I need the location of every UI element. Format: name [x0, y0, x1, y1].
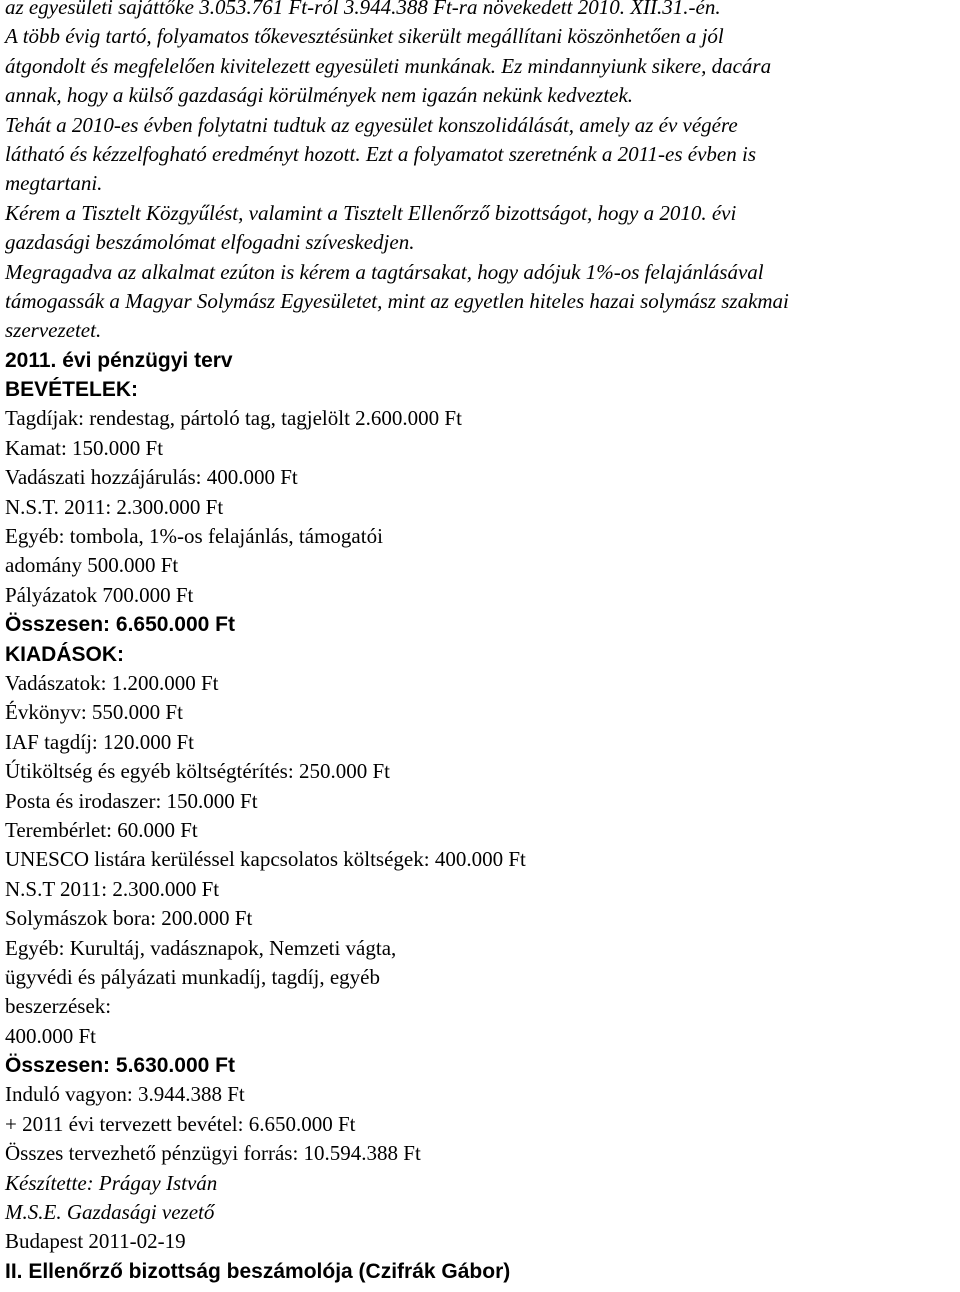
place-date: Budapest 2011-02-19: [5, 1229, 186, 1254]
expense-item: Vadászatok: 1.200.000 Ft: [5, 670, 219, 695]
intro-line: A több évig tartó, folyamatos tőkevesztésünket sikerült megállítani köszönhetően a jól: [5, 24, 724, 49]
income-item: Vadászati hozzájárulás: 400.000 Ft: [5, 465, 298, 490]
expense-item: IAF tagdíj: 120.000 Ft: [5, 729, 195, 754]
summary-line: Induló vagyon: 3.944.388 Ft: [5, 1082, 245, 1107]
intro-line: szervezetet.: [5, 318, 102, 343]
income-item: Kamat: 150.000 Ft: [5, 435, 164, 460]
income-heading: BEVÉTELEK:: [5, 378, 139, 402]
income-item: Egyéb: tombola, 1%-os felajánlás, támogatói: [5, 524, 383, 549]
next-section-title: II. Ellenőrző bizottság beszámolója (Czifrák Gábor): [5, 1259, 511, 1283]
intro-line: látható és kézzelfogható eredményt hozott. Ezt a folyamatot szeretnénk a 2011-es évben is: [5, 141, 756, 166]
expense-item: UNESCO listára kerüléssel kapcsolatos költségek: 400.000 Ft: [5, 847, 526, 872]
expenses-heading: KIADÁSOK:: [5, 642, 124, 666]
signer-role: M.S.E. Gazdasági vezető: [5, 1200, 215, 1225]
income-item: Tagdíjak: rendestag, pártoló tag, tagjelölt 2.600.000 Ft: [5, 406, 462, 431]
income-item: N.S.T. 2011: 2.300.000 Ft: [5, 494, 224, 519]
expense-item: Solymászok bora: 200.000 Ft: [5, 906, 253, 931]
expense-item: Posta és irodaszer: 150.000 Ft: [5, 788, 258, 813]
document-page: [5, 0, 957, 1286]
expense-item: 400.000 Ft: [5, 1023, 97, 1048]
income-item: adomány 500.000 Ft: [5, 553, 179, 578]
summary-line: + 2011 évi tervezett bevétel: 6.650.000 Ft: [5, 1111, 356, 1136]
intro-line: az egyesületi sajáttőke 3.053.761 Ft-ról 3.944.388 Ft-ra növekedett 2010. XII.31.-én.: [5, 0, 721, 19]
intro-line: megtartani.: [5, 171, 103, 196]
expense-item: Terembérlet: 60.000 Ft: [5, 817, 198, 842]
expense-item: Útiköltség és egyéb költségtérítés: 250.000 Ft: [5, 759, 390, 784]
prepared-by: Készítette: Prágay István: [5, 1170, 218, 1195]
intro-line: Tehát a 2010-es évben folytatni tudtuk az egyesület konszolidálását, amely az év végére: [5, 112, 738, 137]
intro-line: átgondolt és megfelelően kivitelezett egyesületi munkának. Ez mindannyiunk sikere, dacára: [5, 53, 772, 78]
plan-title: 2011. évi pénzügyi terv: [5, 348, 233, 372]
expense-item: beszerzések:: [5, 994, 112, 1019]
intro-line: Megragadva az alkalmat ezúton is kérem a tagtársakat, hogy adójuk 1%-os felajánlásával: [5, 259, 764, 284]
intro-line: támogassák a Magyar Solymász Egyesületet, mint az egyetlen hiteles hazai solymász szakmai: [5, 288, 789, 313]
income-total: Összesen: 6.650.000 Ft: [5, 613, 235, 637]
expense-item: N.S.T 2011: 2.300.000 Ft: [5, 876, 220, 901]
income-item: Pályázatok 700.000 Ft: [5, 582, 194, 607]
intro-line: annak, hogy a külső gazdasági körülmények nem igazán nekünk kedveztek.: [5, 83, 634, 108]
expense-item: ügyvédi és pályázati munkadíj, tagdíj, egyéb: [5, 964, 380, 989]
expenses-total: Összesen: 5.630.000 Ft: [5, 1054, 235, 1078]
expense-item: Egyéb: Kurultáj, vadásznapok, Nemzeti vágta,: [5, 935, 397, 960]
intro-line: gazdasági beszámolómat elfogadni szíveskedjen.: [5, 230, 415, 255]
intro-line: Kérem a Tisztelt Közgyűlést, valamint a Tisztelt Ellenőrző bizottságot, hogy a 2010. évi: [5, 200, 737, 225]
expense-item: Évkönyv: 550.000 Ft: [5, 700, 183, 725]
summary-line: Összes tervezhető pénzügyi forrás: 10.594.388 Ft: [5, 1141, 421, 1166]
